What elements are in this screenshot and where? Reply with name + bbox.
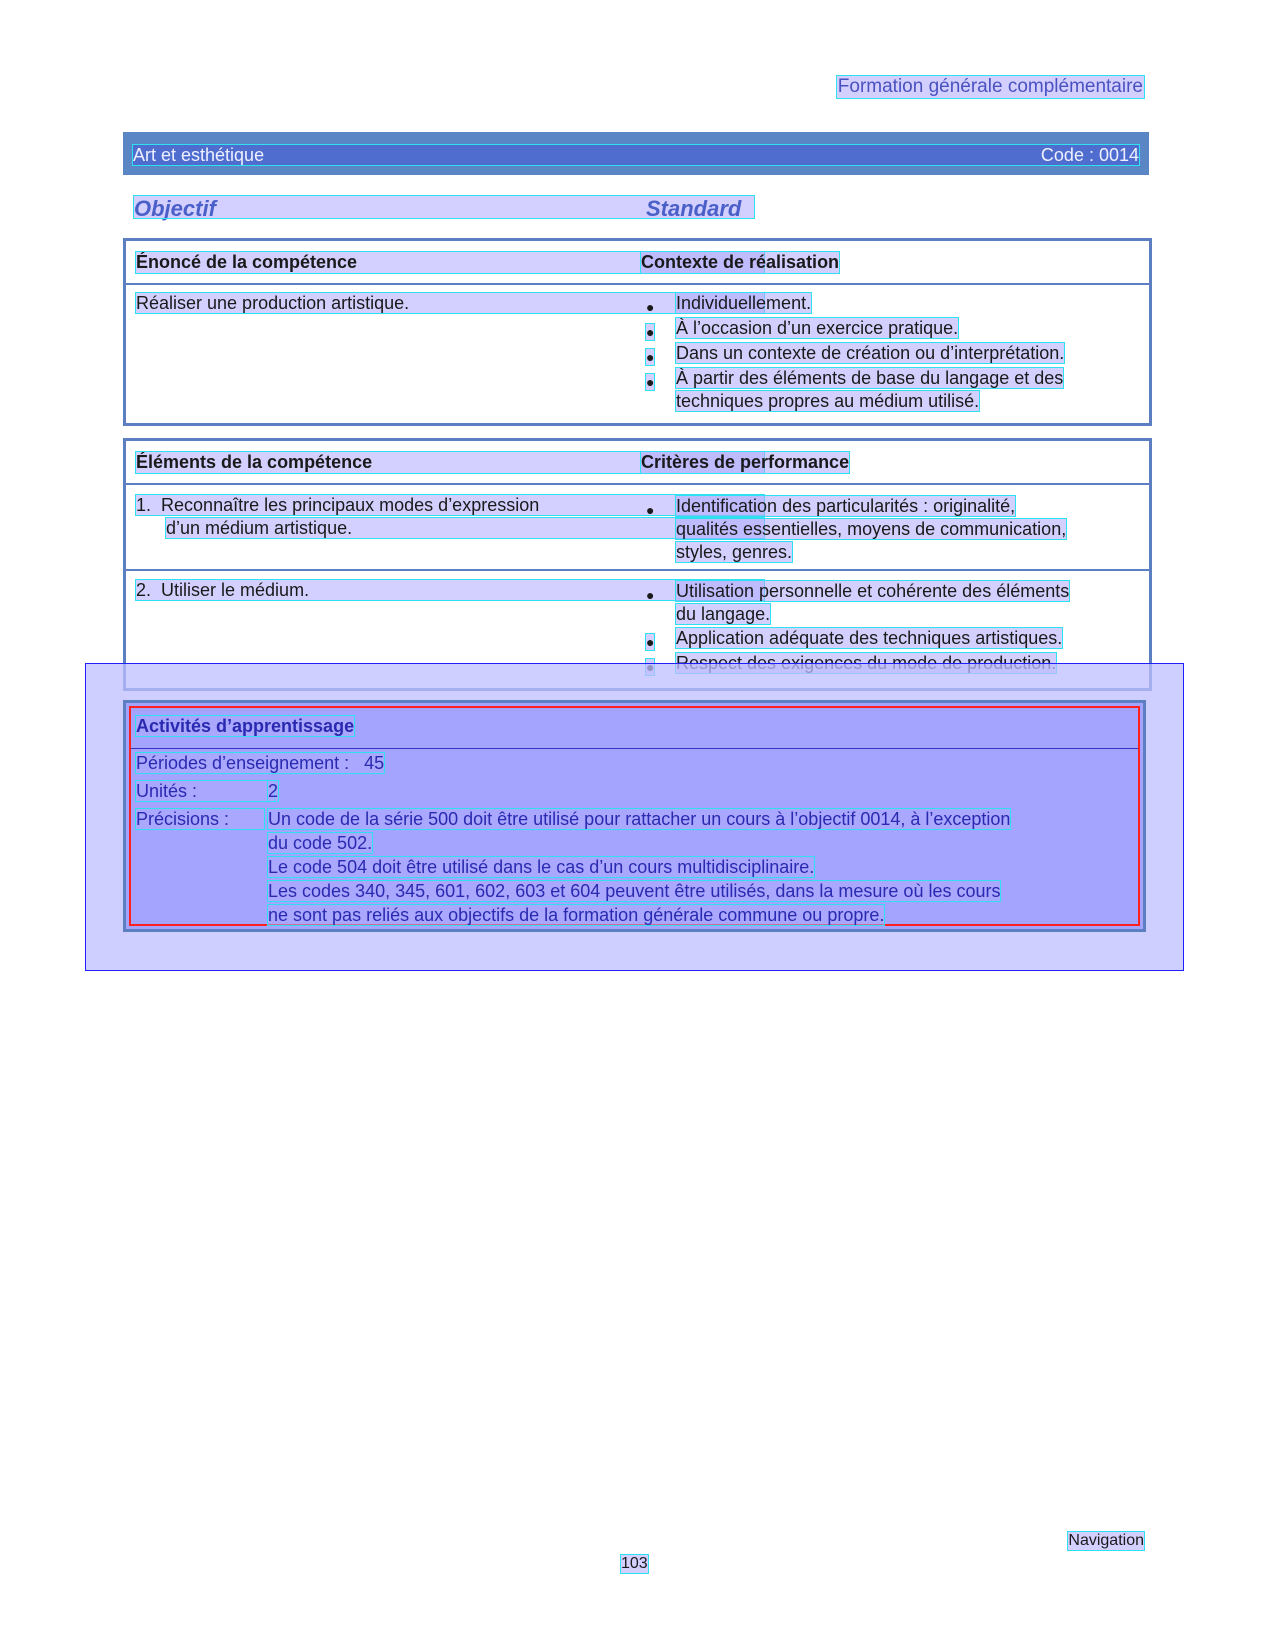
- precisions-line-2: du code 502.: [268, 833, 373, 853]
- units-value: 2: [268, 781, 279, 801]
- criteria-row1-line2: qualités essentielles, moyens de communication,: [676, 519, 1067, 539]
- bullet-icon: ●: [646, 349, 655, 365]
- competence-header-col2: Contexte de réalisation: [641, 252, 840, 272]
- element-row2-line1: [136, 580, 764, 600]
- bullet-icon: ●: [646, 374, 655, 390]
- banner-title: Art et esthétique: [133, 144, 265, 165]
- bullet-icon: ●: [646, 502, 655, 518]
- context-item-2: À l’occasion d’un exercice pratique.: [676, 318, 959, 338]
- context-item-3: Dans un contexte de création ou d’interprétation.: [676, 343, 1065, 363]
- activities-header-rule: [131, 748, 1138, 749]
- criteria-row1-line3: styles, genres.: [676, 542, 793, 562]
- bullet-icon: ●: [646, 299, 655, 315]
- element-row1-line1: [136, 495, 764, 515]
- element-row2-text: Utiliser le médium.: [161, 580, 310, 600]
- elements-header-col1: Éléments de la compétence: [136, 452, 764, 473]
- elements-table: [123, 438, 1152, 691]
- criteria-row1-line1: Identification des particularités : originalité,: [676, 496, 1016, 516]
- banner-text-row: [133, 145, 1139, 165]
- row-separator: [126, 569, 1149, 571]
- competence-header-col1: Énoncé de la compétence: [136, 252, 764, 273]
- precisions-label: Précisions :: [136, 809, 264, 829]
- units-label: Unités :: [136, 781, 274, 801]
- objective-row: [134, 196, 754, 221]
- standard-label: Standard: [646, 196, 742, 221]
- precisions-line-3: Le code 504 doit être utilisé dans le cas d’un cours multidisciplinaire.: [268, 857, 815, 877]
- periods-label: Périodes d’enseignement :: [136, 753, 350, 773]
- element-row2-number: 2.: [136, 580, 152, 600]
- section-banner: [123, 132, 1149, 175]
- precisions-line-1: Un code de la série 500 doit être utilisé pour rattacher un cours à l’objectif 0014, à l’exception: [268, 809, 1011, 829]
- context-item-4-cont: techniques propres au médium utilisé.: [676, 391, 980, 411]
- precisions-line-5: ne sont pas reliés aux objectifs de la formation générale commune ou propre.: [268, 905, 885, 925]
- bullet-icon: ●: [646, 634, 655, 650]
- element-row1-line2: d’un médium artistique.: [166, 518, 764, 538]
- activities-box: [123, 700, 1146, 932]
- competence-table-header: [126, 241, 1149, 285]
- context-item-1: Individuellement.: [676, 293, 812, 313]
- element-row1-number: 1.: [136, 495, 152, 515]
- bullet-icon: ●: [646, 587, 655, 603]
- precisions-line-4: Les codes 340, 345, 601, 602, 603 et 604 peuvent être utilisés, dans la mesure où les cours: [268, 881, 1001, 901]
- running-head: Formation générale complémentaire: [837, 76, 1143, 97]
- criteria-row2-item1-line2: du langage.: [676, 604, 771, 624]
- criteria-row2-item1-line1: Utilisation personnelle et cohérente des éléments: [676, 581, 1070, 601]
- bullet-icon: ●: [646, 324, 655, 340]
- elements-table-header: [126, 441, 1149, 485]
- criteria-row2-item2: Application adéquate des techniques artistiques.: [676, 628, 1063, 648]
- competence-statement: Réaliser une production artistique.: [136, 293, 764, 313]
- page-number: 103: [621, 1555, 648, 1572]
- elements-header-col2: Critères de performance: [641, 452, 850, 472]
- periods-value: 45: [364, 753, 385, 773]
- navigation-link[interactable]: Navigation: [1068, 1532, 1144, 1549]
- context-item-4: À partir des éléments de base du langage et des: [676, 368, 1064, 388]
- banner-code: Code : 0014: [1040, 144, 1139, 165]
- activities-header: Activités d’apprentissage: [136, 716, 355, 736]
- competence-table: [123, 238, 1152, 426]
- objectif-label: Objectif: [134, 196, 216, 221]
- activities-highlight-frame: [129, 706, 1140, 926]
- element-row1-text: Reconnaître les principaux modes d’expression: [161, 495, 540, 515]
- periods-row: [136, 753, 384, 773]
